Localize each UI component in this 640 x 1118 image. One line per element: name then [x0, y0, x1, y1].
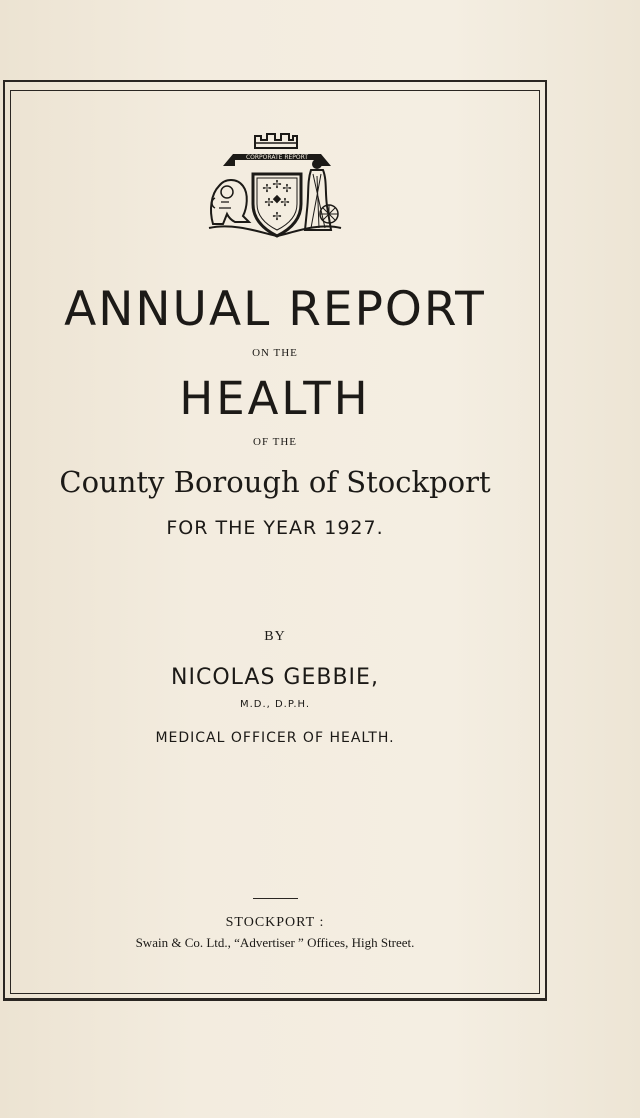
svg-text:✢: ✢: [280, 196, 290, 209]
imprint-publisher: Swain & Co. Ltd., “Advertiser ” Offices, High Street.: [135, 935, 415, 950]
report-title-line: ANNUAL REPORT: [64, 282, 486, 337]
svg-text:✢: ✢: [272, 210, 282, 223]
by-text: BY: [264, 629, 286, 644]
author-name: NICOLAS GEBBIE,: [171, 665, 379, 690]
svg-text:✢: ✢: [272, 178, 282, 191]
svg-text:✢: ✢: [262, 182, 272, 195]
coat-of-arms-icon: [205, 130, 345, 240]
health-title: HEALTH: [179, 372, 371, 425]
author-degrees: M.D., D.P.H.: [239, 699, 311, 710]
bottom-rule: [3, 1000, 547, 1001]
county-borough-title: County Borough of Stockport: [59, 465, 491, 499]
imprint-place: STOCKPORT :: [225, 915, 325, 930]
svg-text:◆: ◆: [272, 192, 282, 205]
on-the-text: ON THE: [252, 347, 298, 359]
year-line: FOR THE YEAR 1927.: [166, 517, 384, 539]
svg-text:✢: ✢: [264, 196, 274, 209]
imprint-divider: [253, 898, 298, 899]
of-the-text: OF THE: [253, 436, 297, 448]
author-office: MEDICAL OFFICER OF HEALTH.: [155, 730, 395, 746]
crest-banner-text: CORPORATE REPORT: [245, 154, 309, 161]
svg-text:✢: ✢: [282, 182, 292, 195]
